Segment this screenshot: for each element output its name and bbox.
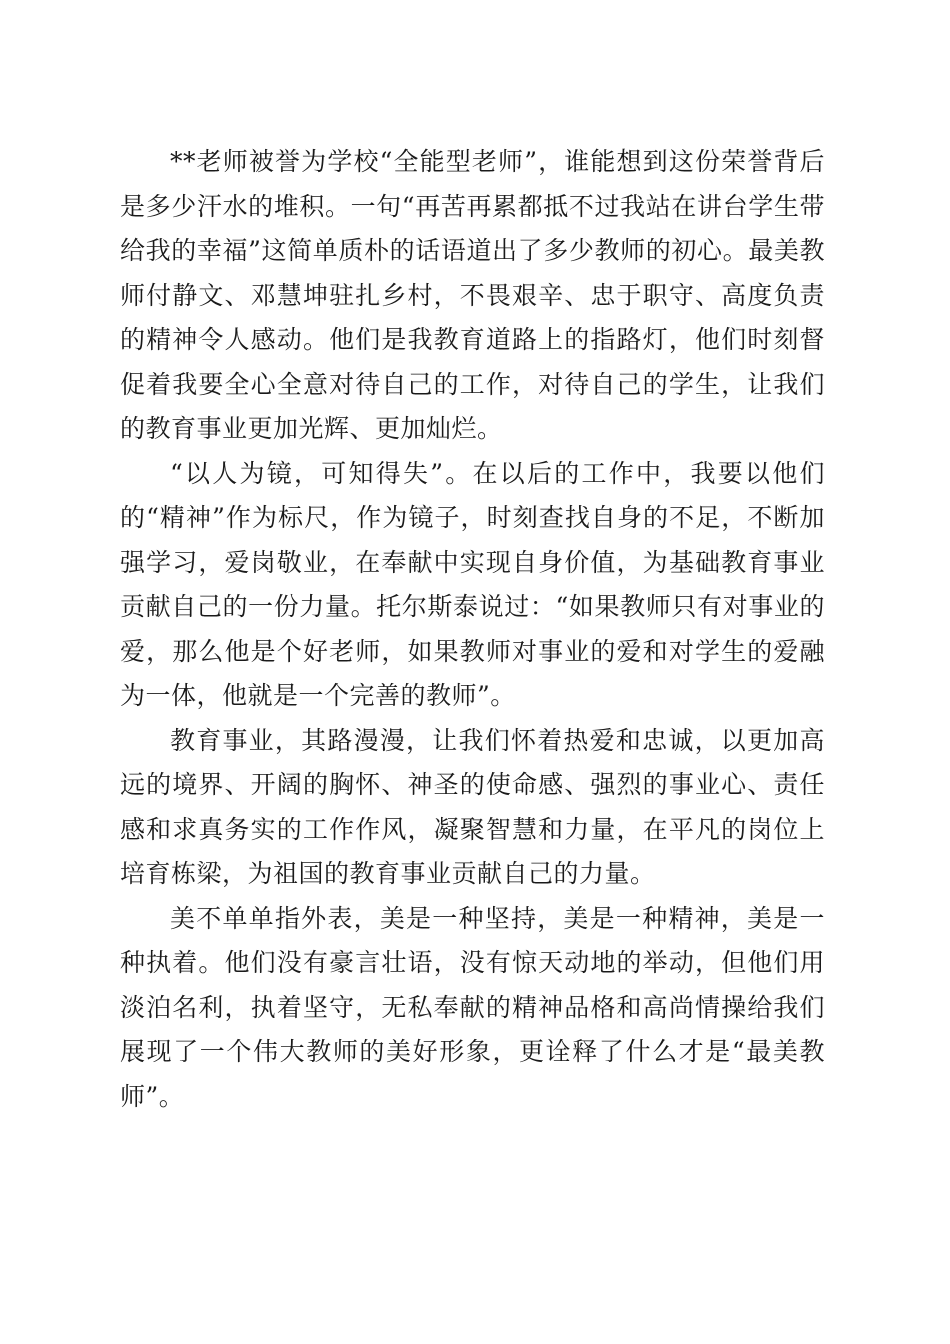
paragraph-2: “以人为镜，可知得失”。在以后的工作中，我要以他们的“精神”作为标尺，作为镜子，时刻查找自身的不足，不断加强学习，爱岗敬业，在奉献中实现自身价值，为基础教育事业贡献自己的一份力量。托尔斯泰说过：“如果教师只有对事业的爱，那么他是个好老师，如果教师对事业的爱和对学生的爱融为一体，他就是一个完善的教师”。 [120, 458, 825, 710]
paragraph-1: **老师被誉为学校“全能型老师”，谁能想到这份荣誉背后是多少汗水的堆积。一句“再苦再累都抵不过我站在讲台学生带给我的幸福”这简单质朴的话语道出了多少教师的初心。最美教师付静文、邓慧坤驻扎乡村，不畏艰辛、忠于职守、高度负责的精神令人感动。他们是我教育道路上的指路灯，他们时刻督促着我要全心全意对待自己的工作，对待自己的学生，让我们的教育事业更加光辉、更加灿烂。 [120, 147, 825, 443]
paragraph-3: 教育事业，其路漫漫，让我们怀着热爱和忠诚，以更加高远的境界、开阔的胸怀、神圣的使命感、强烈的事业心、责任感和求真务实的工作作风，凝聚智慧和力量，在平凡的岗位上培育栋梁，为祖国的教育事业贡献自己的力量。 [120, 725, 825, 888]
document-body [120, 140, 825, 1119]
paragraph-4: 美不单单指外表，美是一种坚持，美是一种精神，美是一种执着。他们没有豪言壮语，没有惊天动地的举动，但他们用淡泊名利，执着坚守，无私奉献的精神品格和高尚情操给我们展现了一个伟大教师的美好形象，更诠释了什么才是“最美教师”。 [120, 903, 825, 1111]
